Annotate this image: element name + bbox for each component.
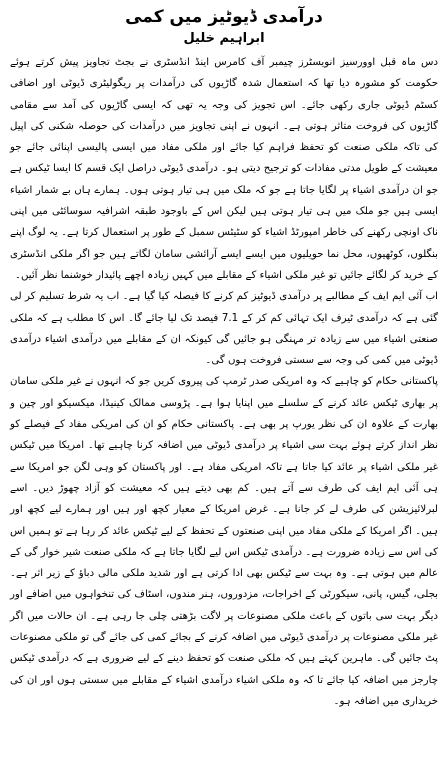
article-paragraph-1: دس ماہ قبل اوورسیز انویسٹرز چیمبر آف کامرس اینڈ انڈسٹری نے بجٹ تجاویز پیش کرتے ہوئے حکومت کو مشورہ دیا تھا کہ استعمال شدہ گاڑیوں کی درآمدات پر ریگولیٹری ڈیوٹی اور اضافی کسٹم ڈیوٹی جاری رکھی جائے۔ اس تجویز کی وجہ یہ تھی کہ ایسی گاڑیوں کی آمد سے مقامی گاڑیوں کی فروخت متاثر ہوتی ہے۔ انہوں نے اپنی تجاویز میں درآمدات کی حوصلہ شکنی کی اپیل کی تاکہ ملکی صنعت کو تحفظ فراہم کیا جائے اور ملکی مفاد میں ایسی پالیسی اپنائی جائے جو معیشت کے طویل مدتی مفادات کو ترجیح دیتی ہو۔ درآمدی ڈیوٹی دراصل ایک قسم کا ایسا ٹیکس ہے جو ان درآمدی اشیاء پر لگایا جاتا ہے جو کہ ملک میں ہی تیار ہوتی ہوں۔ ہمارے ہاں بے شمار اشیاء ایسی ہیں جو ملک میں ہی تیار ہوتی ہیں لیکن اس کے باوجود طبقہ اشرافیہ سوسائٹی میں اپنی ناک اونچی رکھنے کی خاطر امپورٹڈ اشیاء کو سٹیٹس سمبل کے طور پر استعمال کرتا ہے۔ یہ لوگ اپنے بنگلوں، کوٹھیوں، محل نما حویلیوں میں ایسے ایسے آرائشی سامان لگاتے ہیں جو اگر ملکی انڈسٹری کے خرید کر لگائے جائیں تو غیر ملکی اشیاء کے مقابلے میں کہیں زیادہ اچھے پائیدار خوشنما نظر آئیں۔: [10, 57, 438, 281]
article-headline: درآمدی ڈیوٹیز میں کمی: [125, 7, 323, 27]
article-paragraph-2: اب آئی ایم ایف کے مطالبے پر درآمدی ڈیوٹیز کم کرنے کا فیصلہ کیا گیا ہے۔ اب یہ شرط تسلیم کر لی گئی ہے کہ درآمدی ٹیرف ایک تہائی کم کر کے 7.1 فیصد تک لیا جائے گا۔ اس کا مطلب ہے کہ ملکی صنعتی اشیاء میں سے زیادہ تر مہنگی ہو جائیں گی کیونکہ ان کے مقابلے میں درآمدی اشیاء درآمدی ڈیوٹی میں کمی کی وجہ سے سستی فروخت ہوں گی۔: [10, 291, 439, 367]
article-body: [10, 52, 438, 712]
article-byline: ابراہیم خلیل: [183, 31, 265, 46]
article-paragraph-3: پاکستانی حکام کو چاہیے کہ وہ امریکی صدر ٹرمپ کی پیروی کریں جو کہ انہوں نے غیر ملکی سامان پر بھاری ٹیکس عائد کرنے کے سلسلے میں اپنایا ہوا ہے۔ پڑوسی ممالک کینیڈا، میکسیکو اور چین و بھارت کے علاوہ ان کی نظر یورپ پر بھی ہے۔ پاکستانی حکام کو ان کی امریکی مفاد کے فیصلے کو نظر انداز کرتے ہوئے بہت سی اشیاء پر درآمدی ڈیوٹی میں اضافہ کرنا چاہیے تھا۔ امریکا میں ٹیکس غیر ملکی اشیاء پر عائد کیا جاتا ہے تاکہ امریکی مفاد ہے۔ اور پاکستان کو وہی لگن جو امریکا سے ہی آئی ایم ایف کی طرف سے آتے ہیں۔ کم بھی دیتے ہیں کہ معیشت کو آزاد چھوڑ دیں۔ اسے لبرلائیزیشن کی طرف لے کر جانا ہے۔ غرض امریکا کے معیار کچھ اور ہیں اور ہمارے لیے کچھ اور ہیں۔ اگر امریکا کے ملکی مفاد میں اپنی صنعتوں کے تحفظ کے لیے ٹیکس عائد کر رہا ہے تو ہمیں اس کی اس سے زیادہ ضرورت ہے۔ درآمدی ٹیکس اس لیے لگایا جاتا ہے کہ ملکی صنعت شیر خوار گی کے عالم میں ہوتی ہے۔ وہ بہت سے ٹیکس بھی ادا کرتی ہے اور شدید ملکی مالی دباؤ کے زیر اثر ہے۔ بجلی، گیس، پانی، سیکورٹی کے اخراجات، مزدوروں، ہنر مندوں، اسٹاف کی تنخواہوں میں اضافے اور دیگر بہت سی باتوں کے باعث ملکی مصنوعات پر لاگت بڑھتی چلی جا رہی ہے۔ ان حالات میں اگر غیر ملکی مصنوعات پر درآمدی ڈیوٹی میں اضافہ کرنے کے بجائے کمی کی جائے گی تو ملکی مصنوعات پٹ جائیں گی۔ ماہرین کہتے ہیں کہ ملکی صنعت کو تحفظ دینے کے لیے ضروری ہے کہ درآمدی ٹیکس چارجز میں اضافہ کیا جائے تا کہ وہ ملکی اشیاء درآمدی اشیاء کے مقابلے میں سستی ہوں اور ان کی خریداری میں اضافہ ہو۔: [10, 376, 438, 707]
